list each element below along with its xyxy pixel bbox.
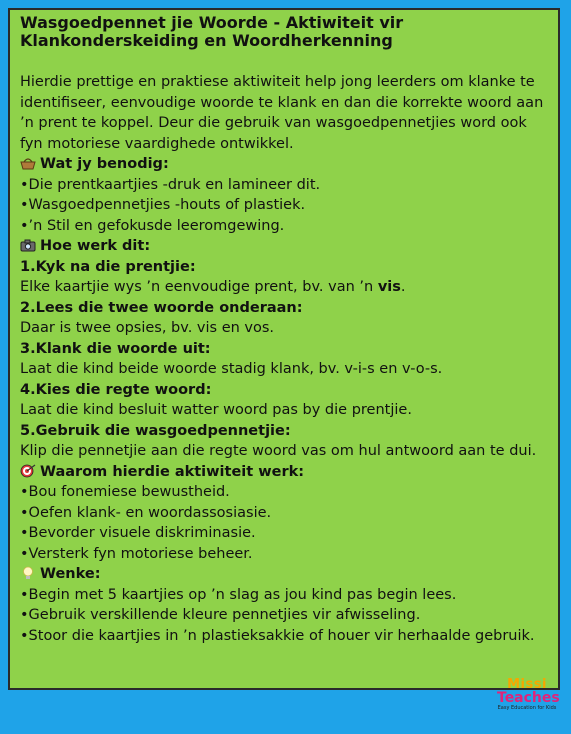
step-heading: 1.Kyk na die prentjie: — [20, 258, 196, 275]
camera-icon — [20, 238, 36, 252]
intro-paragraph: Hierdie prettige en praktiese aktiwiteit help jong leerders om klanke te identifiseer, eenvoudige woorde te klank en dan die korrekte woord aan ’n prent te koppel. Deur die gebruik van wasgoedpennetjies word ook fyn motoriese vaardighede ontwikkel. — [20, 74, 544, 152]
why-heading: Waarom hierdie aktiwiteit werk: — [40, 463, 305, 480]
logo-tagline: Easy Education for Kids — [497, 705, 557, 711]
step-text-bold: vis — [377, 279, 401, 295]
logo-line1: Missi — [507, 677, 547, 692]
step-text — [20, 277, 548, 298]
how-heading: Hoe werk dit: — [40, 238, 151, 254]
why-item: •Bevorder visuele diskriminasie. — [20, 525, 256, 541]
needs-heading: Wat jy benodig: — [40, 156, 169, 172]
needs-heading-row — [20, 154, 548, 175]
step-heading: 2.Lees die twee woorde onderaan: — [20, 299, 303, 316]
why-item: •Versterk fyn motoriese beheer. — [20, 545, 253, 562]
basket-icon — [20, 156, 36, 170]
tips-heading: Wenke: — [40, 566, 101, 582]
needs-item: •’n Stil en gefokusde leeromgewing. — [20, 217, 285, 234]
tips-heading-row — [20, 564, 548, 585]
target-icon — [20, 464, 36, 478]
lightbulb-icon — [20, 566, 36, 580]
tips-item: •Begin met 5 kaartjies op ’n slag as jou kind pas begin lees. — [20, 586, 457, 603]
needs-item: •Die prentkaartjies -druk en lamineer dit. — [20, 176, 321, 193]
tips-item: •Gebruik verskillende kleure pennetjies vir afwisseling. — [20, 607, 421, 623]
step-text-part: . — [400, 279, 406, 295]
needs-item: •Wasgoedpennetjies -houts of plastiek. — [20, 197, 306, 213]
tips-item: •Stoor die kaartjies in ’n plastieksakkie of houer vir herhaalde gebruik. — [20, 627, 535, 644]
step-text-part: Elke kaartjie wys ’n eenvoudige prent, bv. van ’n — [20, 279, 378, 295]
why-heading-row — [20, 462, 548, 483]
step-text: Klip die pennetjie aan die regte woord vas om hul antwoord aan te dui. — [20, 443, 537, 459]
brand-logo — [497, 677, 560, 722]
step-heading: 5.Gebruik die wasgoedpennetjie: — [20, 422, 291, 439]
activity-card — [8, 8, 560, 690]
why-item: •Oefen klank- en woordassosiasie. — [20, 504, 272, 521]
logo-line2: Teaches — [497, 690, 560, 706]
step-heading: 4.Kies die regte woord: — [20, 381, 212, 398]
step-heading: 3.Klank die woorde uit: — [20, 340, 211, 357]
how-heading-row — [20, 236, 548, 257]
step-text: Laat die kind besluit watter woord pas by die prentjie. — [20, 402, 412, 418]
step-text: Laat die kind beide woorde stadig klank, bv. v-i-s en v-o-s. — [20, 361, 443, 377]
why-item: •Bou fonemiese bewustheid. — [20, 484, 230, 500]
page-title: Wasgoedpennet jie Woorde - Aktiwiteit vir Klankonderskeiding en Woordherkenning — [20, 13, 404, 50]
step-text: Daar is twee opsies, bv. vis en vos. — [20, 320, 275, 336]
